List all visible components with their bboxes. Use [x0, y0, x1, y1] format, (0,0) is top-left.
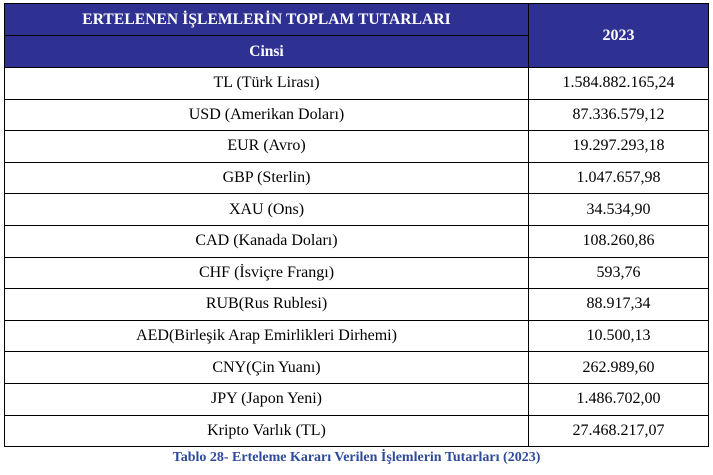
amount-cell: 88.917,34 — [529, 289, 709, 321]
table-row — [5, 99, 709, 131]
table-row — [5, 68, 709, 100]
currency-type-cell: GBP (Sterlin) — [5, 162, 529, 194]
currency-type-cell: EUR (Avro) — [5, 131, 529, 163]
table-row — [5, 225, 709, 257]
amount-cell: 1.486.702,00 — [529, 383, 709, 415]
table-header-row — [5, 4, 709, 36]
amount-cell: 108.260,86 — [529, 225, 709, 257]
table-row — [5, 131, 709, 163]
table-row — [5, 289, 709, 321]
column-header-year: 2023 — [529, 4, 709, 68]
currency-type-cell: TL (Türk Lirası) — [5, 68, 529, 100]
table-row — [5, 383, 709, 415]
table-row — [5, 415, 709, 447]
currency-type-cell: USD (Amerikan Doları) — [5, 99, 529, 131]
amount-cell: 593,76 — [529, 257, 709, 289]
table-row — [5, 194, 709, 226]
currency-type-cell: XAU (Ons) — [5, 194, 529, 226]
amount-cell: 34.534,90 — [529, 194, 709, 226]
currency-type-cell: CHF (İsviçre Frangı) — [5, 257, 529, 289]
table-title: ERTELENEN İŞLEMLERİN TOPLAM TUTARLARI — [5, 4, 529, 36]
amount-cell: 10.500,13 — [529, 320, 709, 352]
currency-type-cell: RUB(Rus Rublesi) — [5, 289, 529, 321]
column-header-type: Cinsi — [5, 36, 529, 68]
table-row — [5, 320, 709, 352]
amount-cell: 87.336.579,12 — [529, 99, 709, 131]
currency-type-cell: JPY (Japon Yeni) — [5, 383, 529, 415]
currency-type-cell: AED(Birleşik Arap Emirlikleri Dirhemi) — [5, 320, 529, 352]
currency-type-cell: CNY(Çin Yuanı) — [5, 352, 529, 384]
amount-cell: 27.468.217,07 — [529, 415, 709, 447]
currency-type-cell: CAD (Kanada Doları) — [5, 225, 529, 257]
amount-cell: 1.584.882.165,24 — [529, 68, 709, 100]
table-body — [5, 68, 709, 447]
amount-cell: 262.989,60 — [529, 352, 709, 384]
table-caption: Tablo 28- Erteleme Kararı Verilen İşlemlerin Tutarları (2023) — [172, 450, 541, 465]
amount-cell: 1.047.657,98 — [529, 162, 709, 194]
currency-type-cell: Kripto Varlık (TL) — [5, 415, 529, 447]
amount-cell: 19.297.293,18 — [529, 131, 709, 163]
table-row — [5, 257, 709, 289]
deferred-transactions-table — [4, 3, 709, 447]
table-row — [5, 352, 709, 384]
table-row — [5, 162, 709, 194]
